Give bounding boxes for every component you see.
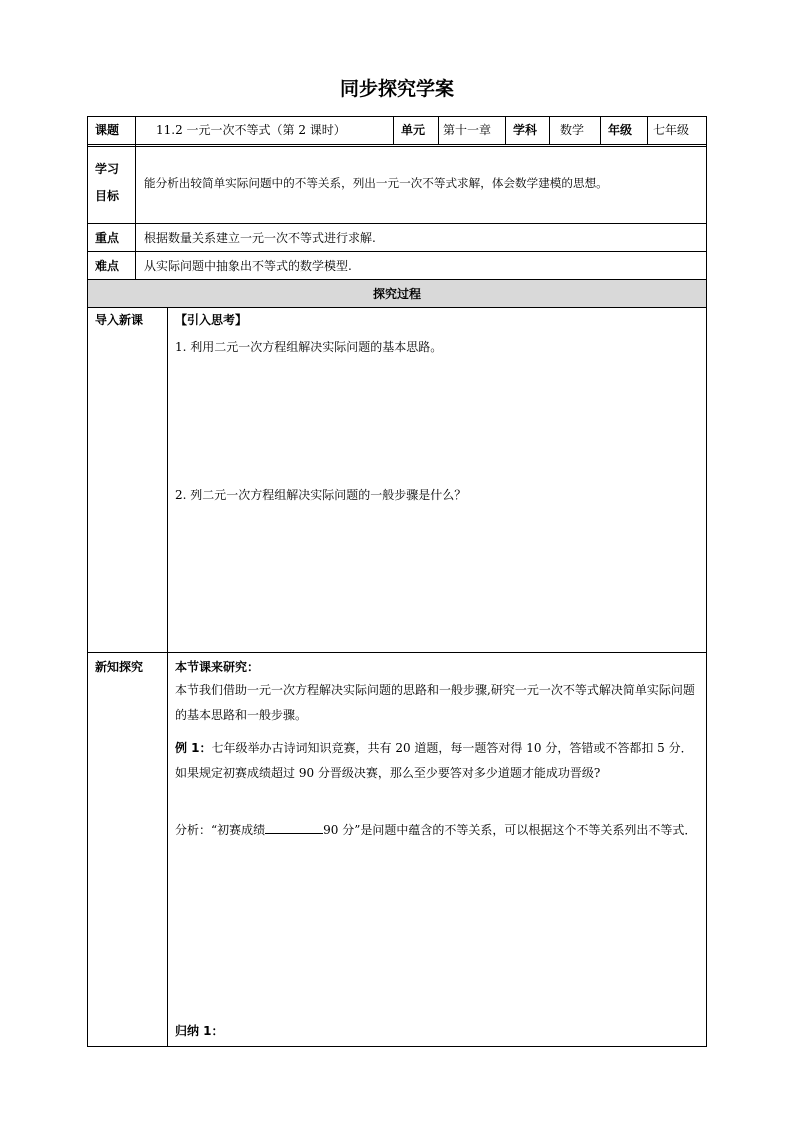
grade-value: 七年级 [653, 123, 690, 137]
objective-label-line2: 目标 [95, 189, 120, 203]
intro-question-2: 2. 列二元一次方程组解决实际问题的一般步骤是什么？ [175, 488, 467, 502]
topic-value: 11.2 一元一次不等式（第 2 课时） [156, 123, 346, 137]
explore-label: 新知探究 [95, 660, 144, 674]
col-divider [135, 116, 136, 279]
row-divider [87, 652, 707, 653]
col-divider [167, 307, 168, 1047]
study-table [87, 116, 707, 1047]
difficulty-text: 从实际问题中抽象出不等式的数学模型. [144, 259, 352, 273]
analysis-prefix: 分析：“初赛成绩 [175, 823, 266, 837]
analysis [175, 818, 699, 843]
row-divider [87, 279, 707, 280]
objective-text: 能分析出较简单实际问题中的不等关系，列出一元一次不等式求解，体会数学建模的思想。 [144, 176, 608, 190]
explore-intro: 本节我们借助一元一次方程解决实际问题的思路和一般步骤,研究一元一次不等式解决简单实际问题的基本思路和一般步骤。 [175, 683, 695, 722]
subject-label: 学科 [513, 123, 538, 137]
row-divider [87, 307, 707, 308]
analysis-suffix: 90 分”是问题中蕴含的不等关系，可以根据这个不等关系列出不等式． [323, 823, 697, 837]
page-title: 同步探究学案 [339, 78, 454, 100]
answer-blank[interactable] [265, 822, 323, 834]
example-text: 七年级举办古诗词知识竞赛，共有 20 道题，每一题答对得 10 分，答错或不答都扣 5 分．如果规定初赛成绩超过 90 分晋级决赛，那么至少要答对多少道题才能成功晋级? [175, 741, 693, 780]
explore-heading: 本节课来研究： [175, 660, 260, 674]
example-label: 例 1： [175, 741, 212, 755]
intro-question-1: 1. 利用二元一次方程组解决实际问题的基本思路。 [175, 340, 443, 354]
key-point-label: 重点 [95, 231, 120, 245]
difficulty-label: 难点 [95, 259, 120, 273]
col-divider [505, 116, 506, 144]
col-divider [647, 116, 648, 144]
row-divider [87, 146, 707, 147]
key-point-text: 根据数量关系建立一元一次不等式进行求解. [144, 231, 376, 245]
row-divider [87, 223, 707, 224]
row-divider [87, 144, 707, 145]
subject-value: 数学 [560, 123, 585, 137]
col-divider [600, 116, 601, 144]
intro-heading: 【引入思考】 [175, 313, 248, 327]
summary-label: 归纳 1： [175, 1024, 224, 1038]
grade-label: 年级 [608, 123, 633, 137]
col-divider [438, 116, 439, 144]
unit-label: 单元 [401, 123, 426, 137]
intro-label: 导入新课 [95, 313, 144, 327]
unit-value: 第十一章 [443, 123, 492, 137]
topic-label: 课题 [95, 123, 120, 137]
col-divider [549, 116, 550, 144]
row-divider [87, 251, 707, 252]
objective-label-line1: 学习 [95, 162, 120, 176]
example-1 [175, 736, 699, 786]
col-divider [393, 116, 394, 144]
process-header: 探究过程 [372, 287, 421, 301]
